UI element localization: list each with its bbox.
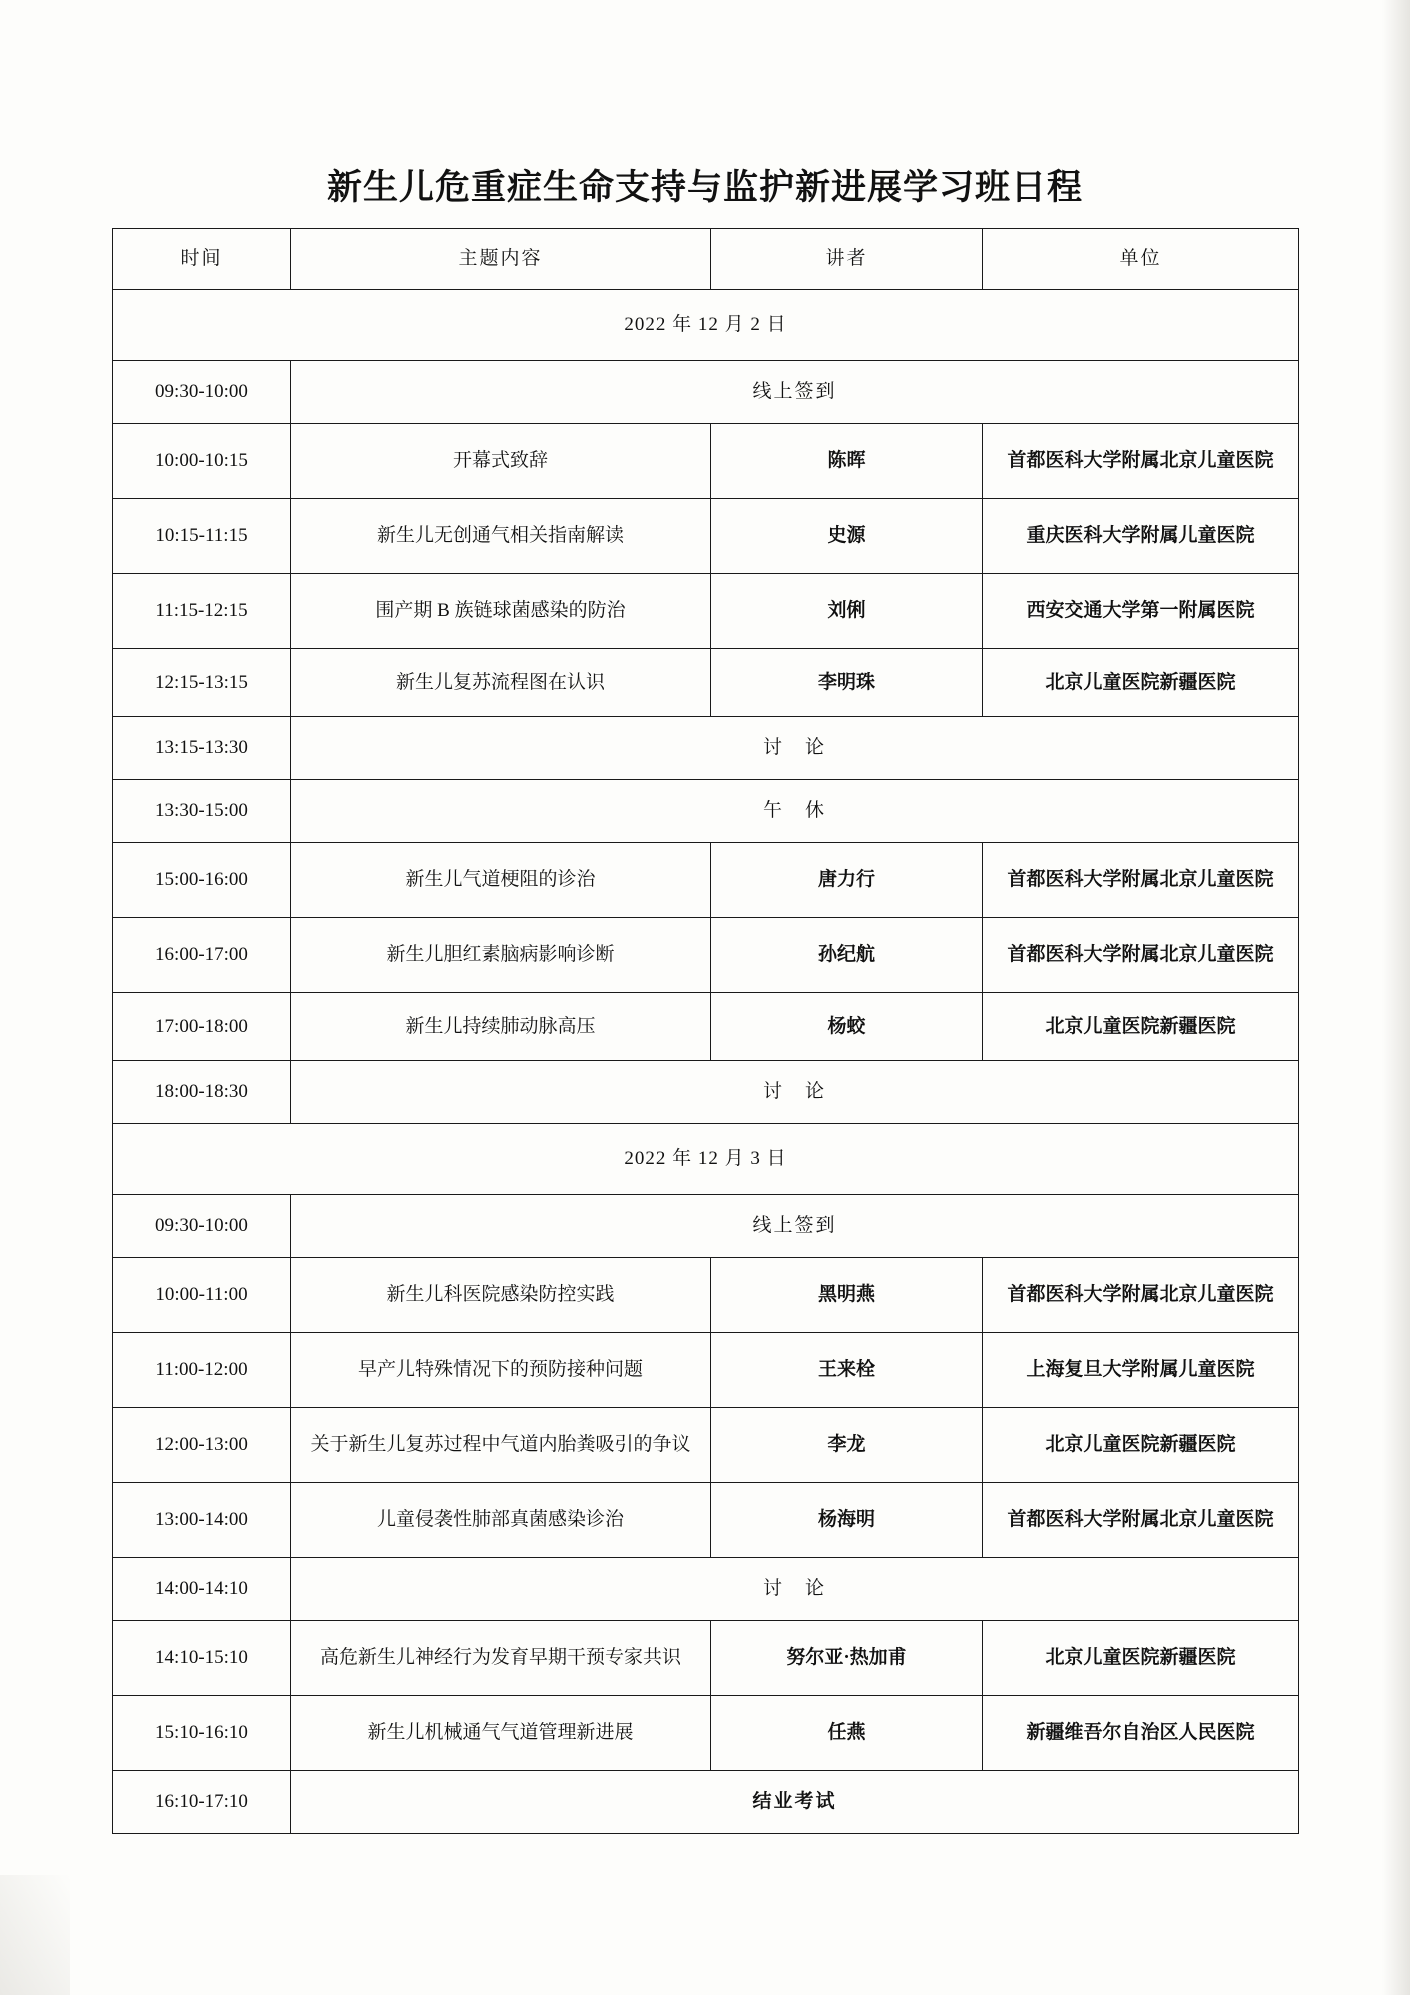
cell-time: 11:15-12:15 <box>113 574 291 649</box>
cell-topic: 围产期 B 族链球菌感染的防治 <box>291 574 711 649</box>
cell-unit: 首都医科大学附属北京儿童医院 <box>983 1258 1299 1333</box>
table-row <box>113 1771 1299 1834</box>
cell-topic: 早产儿特殊情况下的预防接种问题 <box>291 1333 711 1408</box>
cell-span-note: 结业考试 <box>291 1771 1299 1834</box>
column-header-unit: 单位 <box>983 229 1299 290</box>
cell-speaker: 努尔亚·热加甫 <box>711 1621 983 1696</box>
column-header-topic: 主题内容 <box>291 229 711 290</box>
table-row <box>113 717 1299 780</box>
cell-speaker: 王来栓 <box>711 1333 983 1408</box>
cell-time: 14:10-15:10 <box>113 1621 291 1696</box>
cell-span-note: 午 休 <box>291 780 1299 843</box>
cell-unit: 北京儿童医院新疆医院 <box>983 649 1299 717</box>
cell-time: 13:00-14:00 <box>113 1483 291 1558</box>
cell-unit: 上海复旦大学附属儿童医院 <box>983 1333 1299 1408</box>
table-row <box>113 1483 1299 1558</box>
table-row <box>113 1195 1299 1258</box>
cell-unit: 北京儿童医院新疆医院 <box>983 1621 1299 1696</box>
table-row <box>113 361 1299 424</box>
cell-speaker: 李明珠 <box>711 649 983 717</box>
cell-span-note: 线上签到 <box>291 1195 1299 1258</box>
schedule-table <box>112 228 1299 1834</box>
cell-topic: 新生儿气道梗阻的诊治 <box>291 843 711 918</box>
cell-topic: 儿童侵袭性肺部真菌感染诊治 <box>291 1483 711 1558</box>
table-row <box>113 1061 1299 1124</box>
cell-speaker: 李龙 <box>711 1408 983 1483</box>
cell-time: 10:15-11:15 <box>113 499 291 574</box>
table-row <box>113 1258 1299 1333</box>
table-header-row <box>113 229 1299 290</box>
cell-time: 09:30-10:00 <box>113 361 291 424</box>
cell-speaker: 杨蛟 <box>711 993 983 1061</box>
table-row <box>113 993 1299 1061</box>
cell-unit: 北京儿童医院新疆医院 <box>983 1408 1299 1483</box>
table-row <box>113 780 1299 843</box>
table-row <box>113 1333 1299 1408</box>
cell-topic: 新生儿持续肺动脉高压 <box>291 993 711 1061</box>
cell-time: 18:00-18:30 <box>113 1061 291 1124</box>
cell-time: 17:00-18:00 <box>113 993 291 1061</box>
cell-span-note: 讨 论 <box>291 1061 1299 1124</box>
table-row <box>113 1408 1299 1483</box>
cell-topic: 关于新生儿复苏过程中气道内胎粪吸引的争议 <box>291 1408 711 1483</box>
cell-speaker: 任燕 <box>711 1696 983 1771</box>
cell-time: 15:00-16:00 <box>113 843 291 918</box>
cell-speaker: 孙纪航 <box>711 918 983 993</box>
day-label: 2022 年 12 月 2 日 <box>113 290 1299 361</box>
table-row <box>113 1696 1299 1771</box>
table-row <box>113 918 1299 993</box>
cell-time: 12:15-13:15 <box>113 649 291 717</box>
cell-time: 11:00-12:00 <box>113 1333 291 1408</box>
cell-time: 14:00-14:10 <box>113 1558 291 1621</box>
cell-topic: 新生儿复苏流程图在认识 <box>291 649 711 717</box>
cell-topic: 新生儿胆红素脑病影响诊断 <box>291 918 711 993</box>
cell-speaker: 黑明燕 <box>711 1258 983 1333</box>
cell-unit: 西安交通大学第一附属医院 <box>983 574 1299 649</box>
cell-unit: 重庆医科大学附属儿童医院 <box>983 499 1299 574</box>
table-row <box>113 649 1299 717</box>
cell-unit: 新疆维吾尔自治区人民医院 <box>983 1696 1299 1771</box>
column-header-time: 时间 <box>113 229 291 290</box>
cell-unit: 首都医科大学附属北京儿童医院 <box>983 1483 1299 1558</box>
table-row <box>113 1558 1299 1621</box>
cell-unit: 北京儿童医院新疆医院 <box>983 993 1299 1061</box>
table-row <box>113 574 1299 649</box>
cell-speaker: 史源 <box>711 499 983 574</box>
cell-time: 15:10-16:10 <box>113 1696 291 1771</box>
cell-time: 13:15-13:30 <box>113 717 291 780</box>
cell-time: 16:10-17:10 <box>113 1771 291 1834</box>
cell-time: 16:00-17:00 <box>113 918 291 993</box>
cell-time: 10:00-11:00 <box>113 1258 291 1333</box>
table-row <box>113 499 1299 574</box>
cell-unit: 首都医科大学附属北京儿童医院 <box>983 918 1299 993</box>
cell-unit: 首都医科大学附属北京儿童医院 <box>983 843 1299 918</box>
day-divider-row <box>113 290 1299 361</box>
cell-topic: 新生儿科医院感染防控实践 <box>291 1258 711 1333</box>
table-row <box>113 1621 1299 1696</box>
day-divider-row <box>113 1124 1299 1195</box>
table-row <box>113 843 1299 918</box>
cell-time: 12:00-13:00 <box>113 1408 291 1483</box>
page-edge-shadow <box>1382 0 1410 1995</box>
cell-topic: 新生儿无创通气相关指南解读 <box>291 499 711 574</box>
cell-span-note: 线上签到 <box>291 361 1299 424</box>
day-label: 2022 年 12 月 3 日 <box>113 1124 1299 1195</box>
cell-span-note: 讨 论 <box>291 717 1299 780</box>
cell-time: 09:30-10:00 <box>113 1195 291 1258</box>
cell-time: 13:30-15:00 <box>113 780 291 843</box>
cell-unit: 首都医科大学附属北京儿童医院 <box>983 424 1299 499</box>
table-row <box>113 424 1299 499</box>
cell-span-note: 讨 论 <box>291 1558 1299 1621</box>
page-title: 新生儿危重症生命支持与监护新进展学习班日程 <box>326 168 1083 207</box>
cell-topic: 开幕式致辞 <box>291 424 711 499</box>
cell-speaker: 杨海明 <box>711 1483 983 1558</box>
column-header-speaker: 讲者 <box>711 229 983 290</box>
cell-time: 10:00-10:15 <box>113 424 291 499</box>
cell-speaker: 唐力行 <box>711 843 983 918</box>
cell-topic: 新生儿机械通气气道管理新进展 <box>291 1696 711 1771</box>
cell-speaker: 刘俐 <box>711 574 983 649</box>
page-corner-shadow <box>0 1875 70 1995</box>
cell-topic: 高危新生儿神经行为发育早期干预专家共识 <box>291 1621 711 1696</box>
cell-speaker: 陈晖 <box>711 424 983 499</box>
